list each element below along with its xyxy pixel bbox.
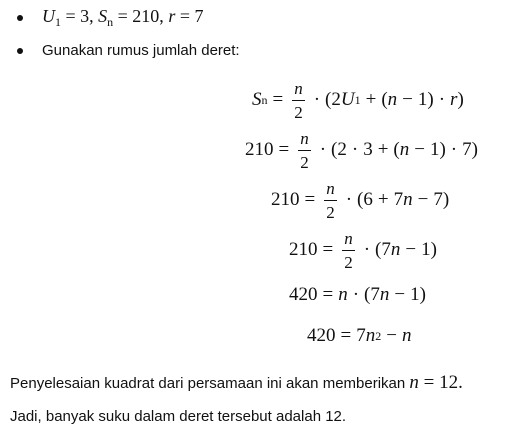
- equation-6: 420 = 7 n 2 − n: [307, 325, 412, 346]
- instruction-text: Gunakan rumus jumlah deret:: [42, 42, 240, 59]
- bullet-dot: [17, 15, 23, 21]
- equation-2: 210 = $\frac{n}{2}$ · (2 · 3 + ( n − 1) · 7): [245, 128, 478, 172]
- result-paragraph: [10, 372, 463, 394]
- result-math: n = 12.: [409, 372, 463, 393]
- equation-4: 210 = $\frac{n}{2}$ · (7 n − 1): [289, 228, 437, 272]
- equation-1: S n = $\frac{n}{2}$ · (2 U 1 + ( n − 1) · r ): [252, 78, 464, 122]
- equation-3: 210 = $\frac{n}{2}$ · (6 + 7 n − 7): [271, 178, 450, 222]
- bullet-dot: [17, 48, 23, 54]
- result-text: Penyelesaian kuadrat dari persamaan ini akan memberikan: [10, 375, 406, 392]
- equation-5: 420 = n · (7 n − 1): [289, 284, 426, 305]
- given-values: $U_1 = 3$, $S_n = 210$, r = 7: [42, 6, 204, 29]
- conclusion-paragraph: Jadi, banyak suku dalam deret tersebut adalah 12.: [10, 408, 347, 425]
